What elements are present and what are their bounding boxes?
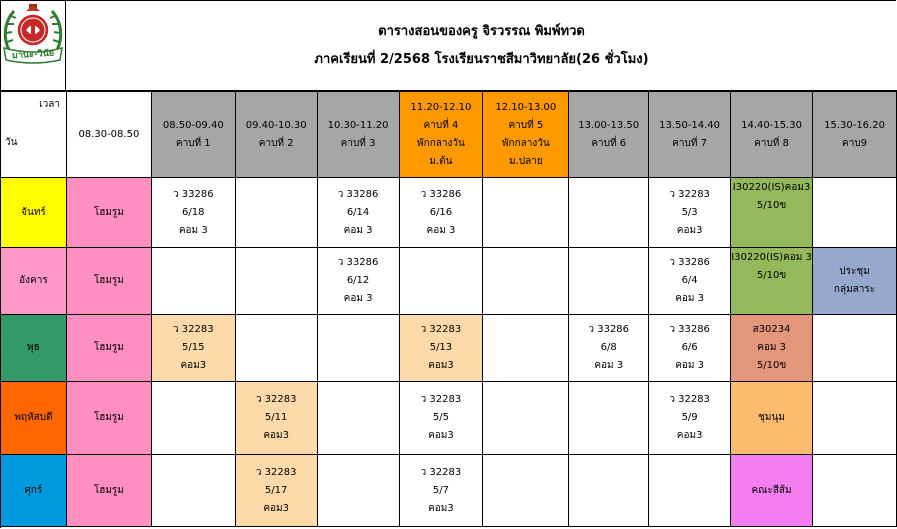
period-header-row: [1, 92, 897, 178]
slot-thu-4: ว 32283 5/5 คอม3: [399, 382, 483, 455]
slot-thu-7: ว 32283 5/9 คอม3: [649, 382, 731, 455]
day-label-monday: จันทร์: [1, 178, 67, 248]
slot-wed-6: ว 33286 6/8 คอม 3: [569, 315, 649, 382]
timetable: [0, 91, 897, 527]
slot-wed-9: [813, 315, 897, 382]
slot-fri-6: [569, 455, 649, 527]
slot-fri-0: โฮมรูม: [66, 455, 151, 527]
slot-tue-2: [235, 248, 317, 315]
slot-tue-8: I30220(IS)คอม 3 5/10ข: [731, 248, 813, 315]
slot-tue-1: [151, 248, 235, 315]
slot-wed-7: ว 33286 6/6 คอม 3: [649, 315, 731, 382]
period-header-1: 08.50-09.40 คาบที่ 1: [151, 92, 235, 178]
period-header-9: 15.30-16.20 คาบ9: [813, 92, 897, 178]
slot-thu-5: [483, 382, 569, 455]
slot-wed-0: โฮมรูม: [66, 315, 151, 382]
slot-wed-1: ว 32283 5/15 คอม3: [151, 315, 235, 382]
period-header-2: 09.40-10.30 คาบที่ 2: [235, 92, 317, 178]
time-axis-label: เวลา: [39, 99, 60, 110]
slot-thu-9: [813, 382, 897, 455]
slot-thu-1: [151, 382, 235, 455]
slot-wed-4: ว 32283 5/13 คอม3: [399, 315, 483, 382]
slot-wed-8: ส30234 คอม 3 5/10ข: [731, 315, 813, 382]
slot-thu-6: [569, 382, 649, 455]
slot-mon-8: I30220(IS)คอม3 5/10ข: [731, 178, 813, 248]
period-header-0: 08.30-08.50: [66, 92, 151, 178]
period-header-7: 13.50-14.40 คาบที่ 7: [649, 92, 731, 178]
slot-wed-5: [483, 315, 569, 382]
day-row-monday: [1, 178, 897, 248]
slot-tue-5: [483, 248, 569, 315]
slot-mon-2: [235, 178, 317, 248]
slot-tue-3: ว 33286 6/12 คอม 3: [317, 248, 399, 315]
slot-mon-3: ว 33286 6/14 คอม 3: [317, 178, 399, 248]
page-subtitle: ภาคเรียนที่ 2/2568 โรงเรียนราชสีมาวิทยาลัย(26 ชั่วโมง): [314, 52, 649, 67]
slot-mon-6: [569, 178, 649, 248]
slot-wed-3: [317, 315, 399, 382]
slot-mon-7: ว 32283 5/3 คอม3: [649, 178, 731, 248]
slot-tue-9: ประชุม กลุ่มสาระ: [813, 248, 897, 315]
slot-mon-0: โฮมรูม: [66, 178, 151, 248]
day-label-wednesday: พุธ: [1, 315, 67, 382]
slot-mon-1: ว 33286 6/18 คอม 3: [151, 178, 235, 248]
day-row-tuesday: [1, 248, 897, 315]
slot-mon-4: ว 33286 6/16 คอม 3: [399, 178, 483, 248]
slot-wed-2: [235, 315, 317, 382]
slot-fri-3: [317, 455, 399, 527]
period-header-6: 13.00-13.50 คาบที่ 6: [569, 92, 649, 178]
slot-fri-2: ว 32283 5/17 คอม3: [235, 455, 317, 527]
day-label-tuesday: อังคาร: [1, 248, 67, 315]
day-label-friday: ศุกร์: [1, 455, 67, 527]
slot-mon-5: [483, 178, 569, 248]
slot-fri-8: คณะสีส้ม: [731, 455, 813, 527]
day-row-wednesday: [1, 315, 897, 382]
slot-tue-0: โฮมรูม: [66, 248, 151, 315]
day-row-friday: [1, 455, 897, 527]
page-title: ตารางสอนของครู จิรวรรณ พิมพ์ทวด: [378, 24, 585, 39]
slot-thu-8: ชุมนุม: [731, 382, 813, 455]
slot-tue-4: [399, 248, 483, 315]
day-label-thursday: พฤหัสบดี: [1, 382, 67, 455]
slot-tue-6: [569, 248, 649, 315]
logo-motto: มานะ-วินัย: [11, 48, 55, 62]
period-header-5: 12.10-13.00 คาบที่ 5 พักกลางวัน ม.ปลาย: [483, 92, 569, 178]
school-logo: [0, 0, 66, 91]
period-header-3: 10.30-11.20 คาบที่ 3: [317, 92, 399, 178]
corner-cell: [1, 92, 67, 178]
slot-thu-0: โฮมรูม: [66, 382, 151, 455]
period-header-8: 14.40-15.30 คาบที่ 8: [731, 92, 813, 178]
slot-fri-4: ว 32283 5/7 คอม3: [399, 455, 483, 527]
slot-thu-2: ว 32283 5/11 คอม3: [235, 382, 317, 455]
slot-thu-3: [317, 382, 399, 455]
slot-fri-7: [649, 455, 731, 527]
slot-mon-9: [813, 178, 897, 248]
day-row-thursday: [1, 382, 897, 455]
title-block: [66, 0, 897, 91]
slot-fri-1: [151, 455, 235, 527]
period-header-4: 11.20-12.10 คาบที่ 4 พักกลางวัน ม.ต้น: [399, 92, 483, 178]
day-axis-label: วัน: [5, 137, 18, 148]
slot-fri-5: [483, 455, 569, 527]
slot-fri-9: [813, 455, 897, 527]
slot-tue-7: ว 33286 6/4 คอม 3: [649, 248, 731, 315]
